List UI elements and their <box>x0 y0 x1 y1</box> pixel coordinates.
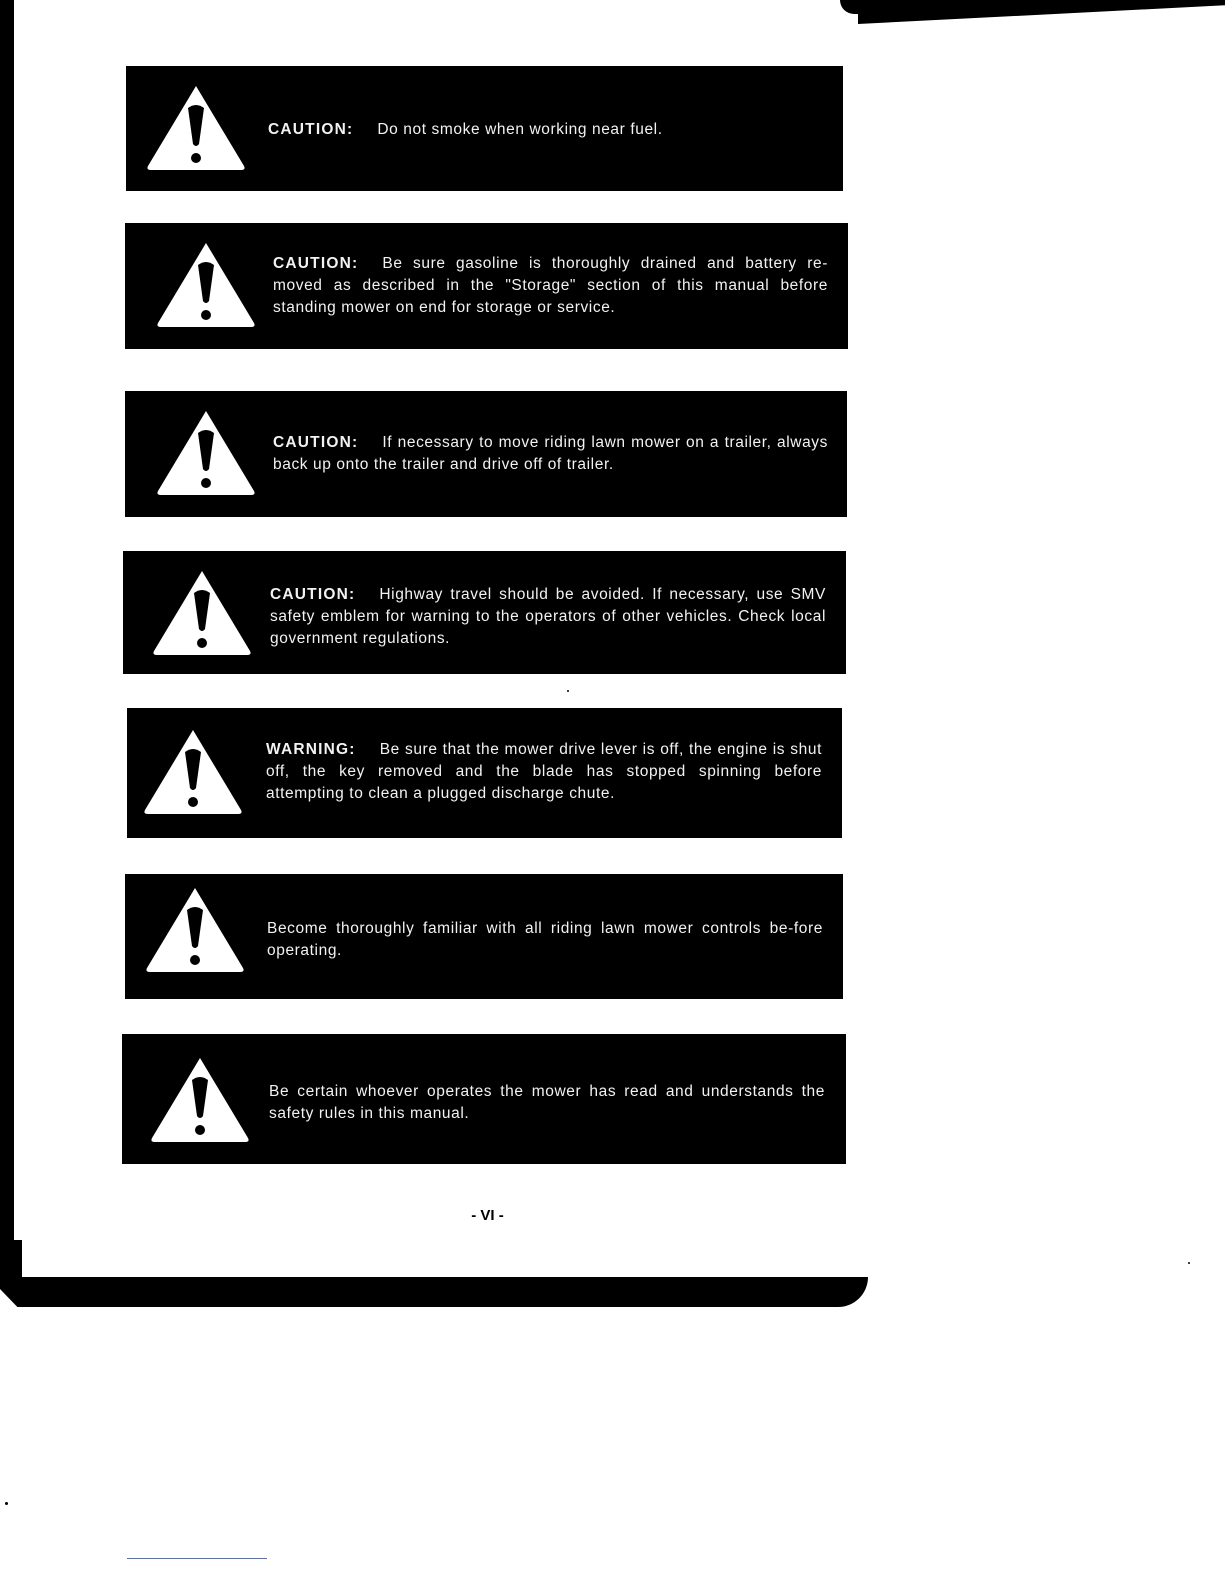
safety-notice-7 <box>122 1034 846 1164</box>
notice-text <box>273 432 828 476</box>
scan-edge-top-right <box>858 0 1225 24</box>
notice-body: Do not smoke when working near fuel. <box>377 121 663 138</box>
warning-triangle-icon <box>143 884 247 976</box>
safety-notice-1 <box>126 66 843 191</box>
notice-body: Be certain whoever operates the mower has read and understands the safety rules in this manual. <box>269 1083 825 1122</box>
warning-triangle-icon <box>154 407 258 499</box>
notice-body: Be sure that the mower drive lever is off, the engine is shut off, the key removed and the blade has stopped spinning before attempting to clean a plugged discharge chute. <box>266 741 822 802</box>
notice-label: CAUTION: <box>268 121 354 138</box>
notice-body: Highway travel should be avoided. If necessary, use SMV safety emblem for warning to the operators of other vehicles. Check local government regulations. <box>270 586 826 647</box>
safety-notice-4 <box>123 551 846 674</box>
scan-edge-bottom <box>0 1277 868 1307</box>
notice-label: CAUTION: <box>273 255 359 272</box>
notice-label: CAUTION: <box>270 586 356 603</box>
scan-speck <box>567 690 569 692</box>
footer-rule <box>127 1558 267 1559</box>
warning-triangle-icon <box>144 82 248 174</box>
notice-text <box>270 584 826 650</box>
page-number: - VI - <box>471 1207 504 1224</box>
warning-triangle-icon <box>154 239 258 331</box>
scan-edge-top-corner <box>840 0 870 14</box>
scan-speck <box>5 1502 8 1505</box>
safety-notice-5 <box>127 708 842 838</box>
safety-notice-3 <box>125 391 847 517</box>
scan-edge-left <box>0 0 14 1280</box>
scan-speck <box>1188 1262 1190 1264</box>
notice-label: CAUTION: <box>273 434 359 451</box>
notice-body: Be sure gasoline is thoroughly drained and battery re-moved as described in the "Storage" section of this manual before standing mower on end for storage or service. <box>273 255 828 316</box>
notice-body: If necessary to move riding lawn mower on a trailer, always back up onto the trailer and drive off of trailer. <box>273 434 828 473</box>
notice-label: WARNING: <box>266 741 356 758</box>
warning-triangle-icon <box>141 726 245 818</box>
notice-text <box>266 739 822 805</box>
warning-triangle-icon <box>150 567 254 659</box>
notice-text <box>269 1081 825 1125</box>
warning-triangle-icon <box>148 1054 252 1146</box>
safety-notice-2 <box>125 223 848 349</box>
notice-text <box>267 918 823 962</box>
notice-body: Become thoroughly familiar with all riding lawn mower controls be-fore operating. <box>267 920 823 959</box>
notice-text <box>268 119 823 141</box>
safety-notice-6 <box>125 874 843 999</box>
notice-text <box>273 253 828 319</box>
